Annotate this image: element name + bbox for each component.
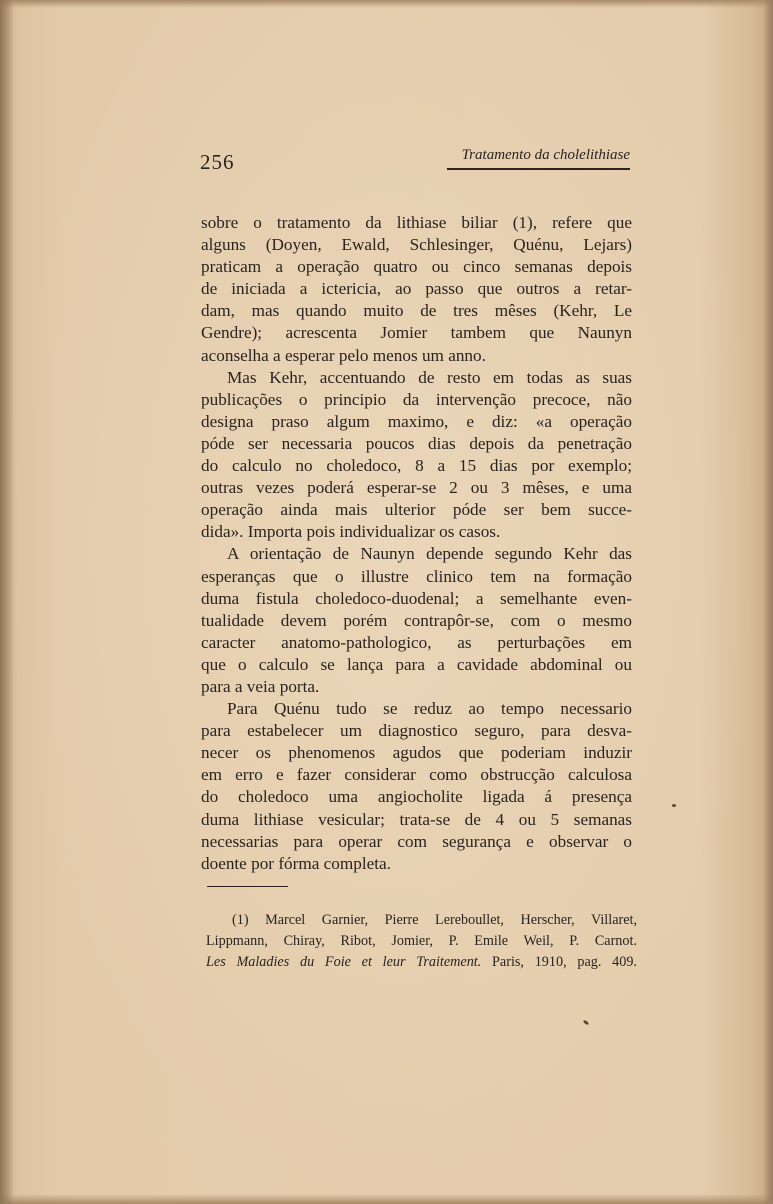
text-line: duma lithiase vesicular; trata-se de 4 ou 5 semanas	[201, 809, 632, 829]
footnote-book-title: Les Maladies du Foie et leur Traitement.	[206, 954, 482, 970]
text-line: dida». Importa pois individualizar os casos.	[201, 522, 501, 542]
header-rule	[447, 168, 630, 170]
paragraph	[201, 367, 632, 544]
text-line: tualidade devem porém contrapôr-se, com o mesmo	[201, 610, 632, 630]
footnote-line: (1) Marcel Garnier, Pierre Lereboullet, Herscher, Villaret,	[232, 912, 637, 928]
text-line: sobre o tratamento da lithiase biliar (1), refere que	[201, 213, 632, 232]
text-line: que o calculo se lança para a cavidade abdominal ou	[201, 654, 632, 674]
page-edge-bottom	[0, 1194, 773, 1204]
text-line: aconselha a esperar pelo menos um anno.	[201, 345, 486, 365]
paragraph	[201, 698, 632, 875]
text-line: do choledoco uma angiocholite ligada á presença	[201, 787, 632, 807]
text-line: do calculo no choledoco, 8 a 15 dias por exemplo;	[201, 456, 632, 476]
text-line: Mas Kehr, accentuando de resto em todas as suas	[227, 367, 632, 387]
text-line: necer os phenomenos agudos que poderiam induzir	[201, 743, 632, 763]
page-edge-right	[763, 0, 773, 1204]
page-number: 256	[200, 150, 235, 174]
text-line: Para Quénu tudo se reduz ao tempo necessario	[227, 699, 632, 719]
text-line: publicações o principio da intervenção precoce, não	[201, 389, 632, 409]
paragraph	[201, 212, 632, 367]
text-line: doente por fórma completa.	[201, 853, 391, 873]
text-line: caracter anatomo-pathologico, as perturbações em	[201, 632, 632, 652]
text-line: praticam a operação quatro ou cinco semanas depois	[201, 257, 632, 277]
footnote-rule	[207, 886, 288, 887]
page-edge-left	[0, 0, 14, 1204]
text-line: para estabelecer um diagnostico seguro, para desva-	[201, 721, 632, 741]
text-line: designa praso algum maximo, e diz: «a operação	[201, 411, 632, 431]
text-line: póde ser necessaria poucos dias depois da penetração	[201, 433, 632, 453]
text-line: esperanças que o illustre clinico tem na formação	[201, 566, 632, 586]
text-line: duma fistula choledoco-duodenal; a semelhante even-	[201, 588, 632, 608]
text-line: alguns (Doyen, Ewald, Schlesinger, Quénu, Lejars)	[201, 235, 632, 255]
paper-speck	[672, 804, 676, 807]
footnote	[206, 910, 637, 973]
footnote-line: Lippmann, Chiray, Ribot, Jomier, P. Emile Weil, P. Carnot.	[206, 933, 637, 949]
text-line: Gendre); acrescenta Jomier tambem que Naunyn	[201, 323, 632, 343]
text-line: outras vezes poderá esperar-se 2 ou 3 mêses, e uma	[201, 478, 632, 498]
footnote-publication: Paris, 1910, pag. 409.	[481, 954, 637, 970]
footnote-line	[206, 952, 637, 973]
paper-speck	[583, 1020, 590, 1026]
running-title: Tratamento da cholelithiase	[461, 147, 630, 163]
text-line: em erro e fazer considerar como obstrucção calculosa	[201, 765, 632, 785]
text-line: dam, mas quando muito de tres mêses (Kehr, Le	[201, 301, 632, 321]
text-line: operação ainda mais ulterior póde ser bem succe-	[201, 500, 632, 520]
text-line: de iniciada a ictericia, ao passo que outros a retar-	[201, 279, 632, 299]
text-line: necessarias para operar com segurança e observar o	[201, 831, 632, 851]
paragraph	[201, 543, 632, 698]
body-text	[201, 212, 632, 875]
text-line: A orientação de Naunyn depende segundo Kehr das	[227, 544, 632, 564]
text-line: para a veia porta.	[201, 676, 320, 696]
page-edge-top	[0, 0, 773, 8]
